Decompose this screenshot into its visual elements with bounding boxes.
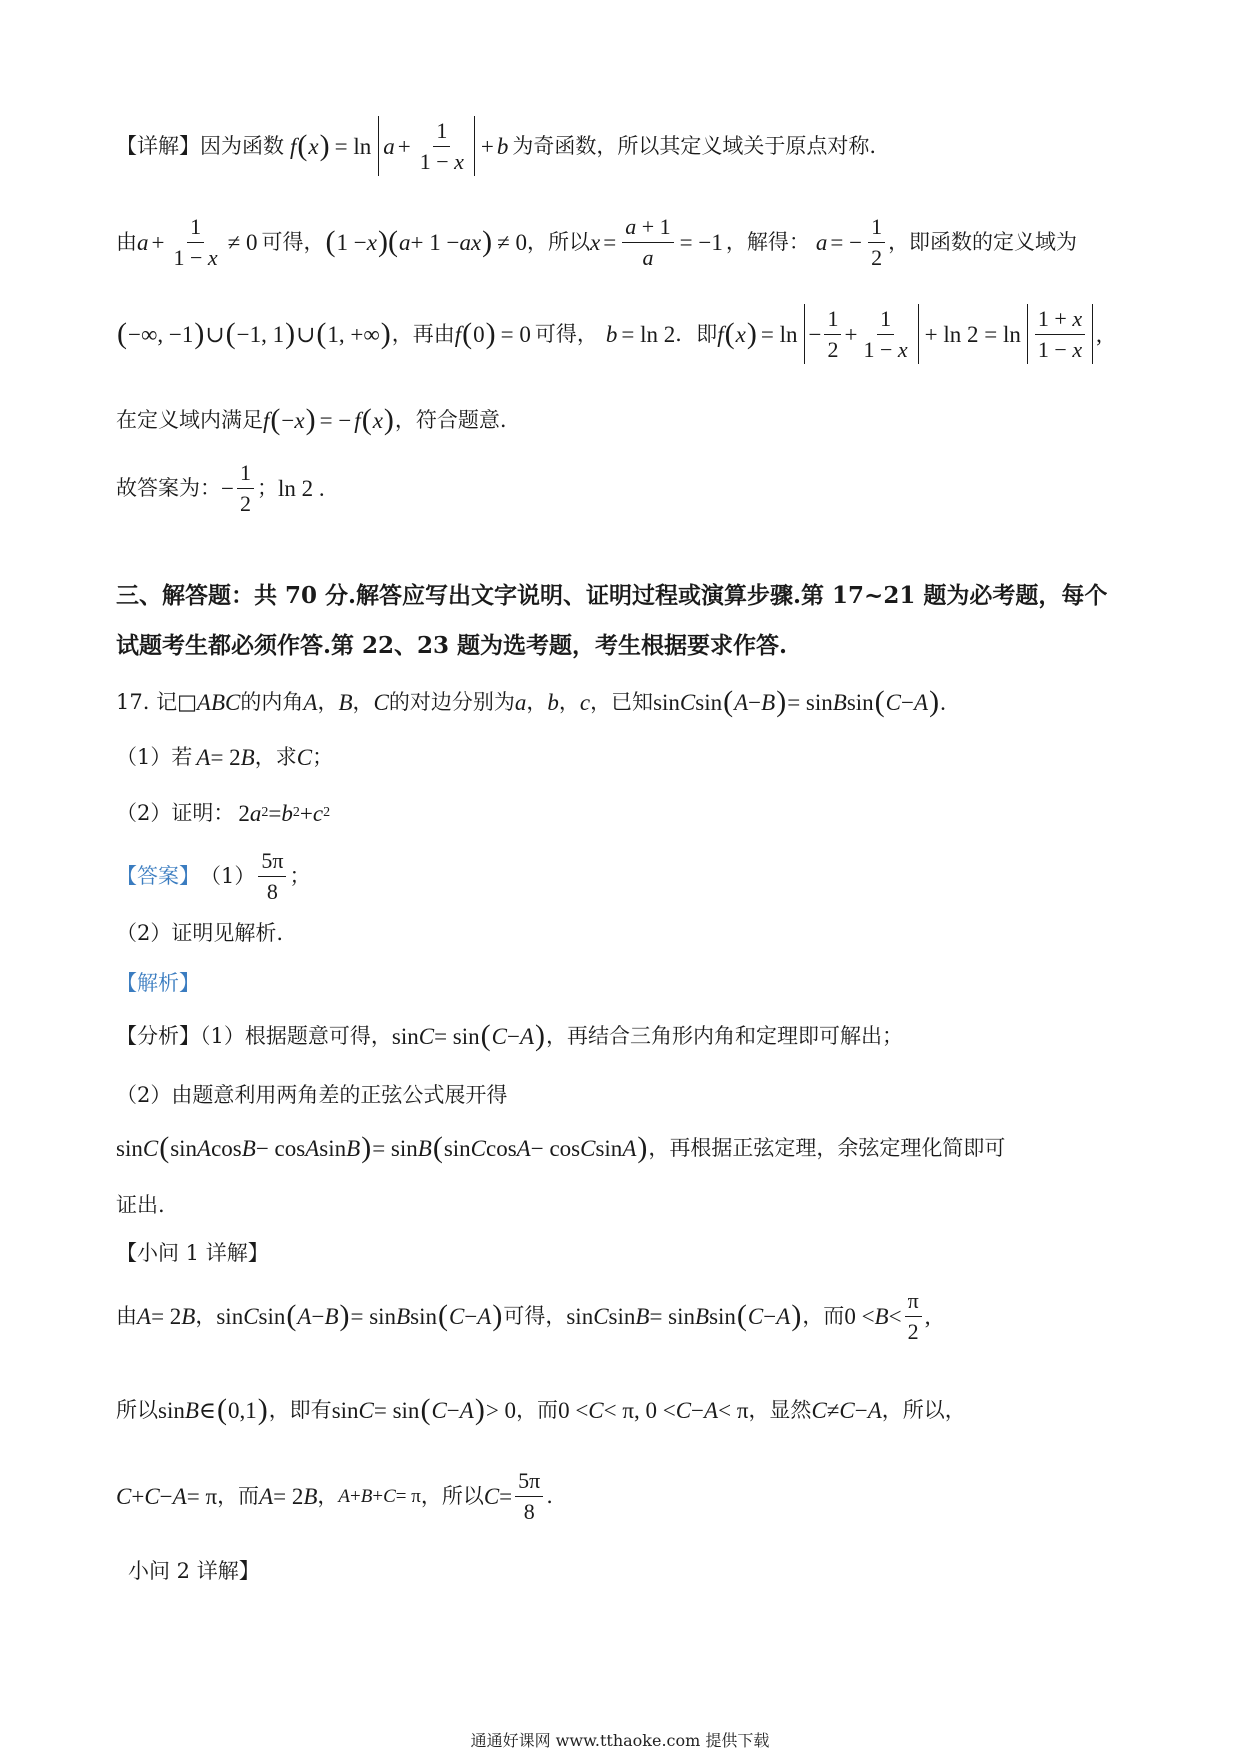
question-part-2: （2）证明： 2 a 2 = b 2 + c 2: [116, 800, 331, 826]
detail-line-1: 【详解】因为函数 f ( x ) = ln a + $\frac{1}{1 - x}$ + b 为奇函数，所以其定义域关于原点对称.: [116, 116, 876, 176]
answer-label: 【答案】: [116, 863, 200, 888]
answer-part-2: （2）证明见解析.: [116, 920, 284, 945]
analysis-line-4: 证出.: [116, 1192, 165, 1217]
analysis-label: 【解析】: [116, 970, 200, 995]
analysis-line-2: （2）由题意利用两角差的正弦公式展开得: [116, 1082, 508, 1107]
page-footer: 通通好课网 www.tthaoke.com 提供下载: [470, 1731, 770, 1750]
question-part-1: （1）若 A = 2 B ，求 C ；: [116, 744, 334, 770]
analysis-line-1: 【分析】（1）根据题意可得， sin C = sin ( C − A ) ，再结合三角形内角和定理即可解出；: [116, 1019, 904, 1052]
analysis-line-3: sin C ( sin A cos B − cos A sin B ) = sin B ( sin C cos A − cos C sin A ) ，再根据正弦定理，余弦定理化简即可: [116, 1131, 1006, 1164]
detail-line-3: ( −∞, −1 ) ∪ ( −1, 1 ) ∪ ( 1, +∞ ) ，再由 f ( 0 ) = 0 可得， b = ln 2 ．即 f ( x ) = ln − $\frac{1}{2}$ + $\frac{1}{1 - x}$ + ln 2 = ln $\frac{1 + x}{1 - x}$ ,: [116, 304, 1102, 364]
detail-line-4: 在定义域内满足 f ( − x ) = − f ( x ) ，符合题意.: [116, 403, 507, 436]
subquestion-2-heading: 小问 2 详解】: [128, 1558, 260, 1583]
solution-line-3: C + C − A = π ，而 A = 2 B ， A + B + C = π ，所以 C = $\frac{5\pi}{8}$ .: [116, 1468, 553, 1524]
abs-expression: a + $\frac{1}{1 - x}$: [378, 116, 475, 176]
solution-line-2: 所以 sin B ∈ ( 0,1 ) ，即有 sin C = sin ( C − A ) > 0 ，而 0 < C < π, 0 < C − A < π ，显然 C ≠ C − A ，所以，: [116, 1393, 966, 1426]
answer-block: 【答案】 （1） $\frac{5\pi}{8}$ ；: [116, 848, 311, 904]
subquestion-1-heading: 【小问 1 详解】: [116, 1240, 269, 1265]
detail-line-2: 由 a + $\frac{1}{1 - x}$ ≠ 0 可得， ( 1 − x )( a + 1 − ax ) ≠ 0 ，所以 x = $\frac{a + 1}{a}$ = −1 ，解得： a = − $\frac{1}{2}$ ，即函数的定义域为: [116, 214, 1078, 270]
section-heading: 三、解答题：共 70 分.解答应写出文字说明、证明过程或演算步骤.第 17~21 题为必考题，每个: [116, 581, 1108, 609]
answer-line: 故答案为： − $\frac{1}{2}$ ； ln 2 .: [116, 460, 325, 516]
solution-line-1: 由 A = 2 B ， sin C sin ( A − B ) = sin B sin ( C − A ) 可得， sin C sin B = sin B sin ( C − A ) ，而 0 < B < $\frac{\pi}{2}$ ,: [116, 1288, 931, 1344]
question-17: 17. 记□ ABC 的内角 A ， B ， C 的对边分别为 a ， b ， c ，已知 sin C sin ( A − B ) = sin B sin ( C − A ) .: [116, 685, 946, 718]
section-heading-2: 试题考生都必须作答.第 22、23 题为选考题，考生根据要求作答.: [116, 631, 788, 659]
